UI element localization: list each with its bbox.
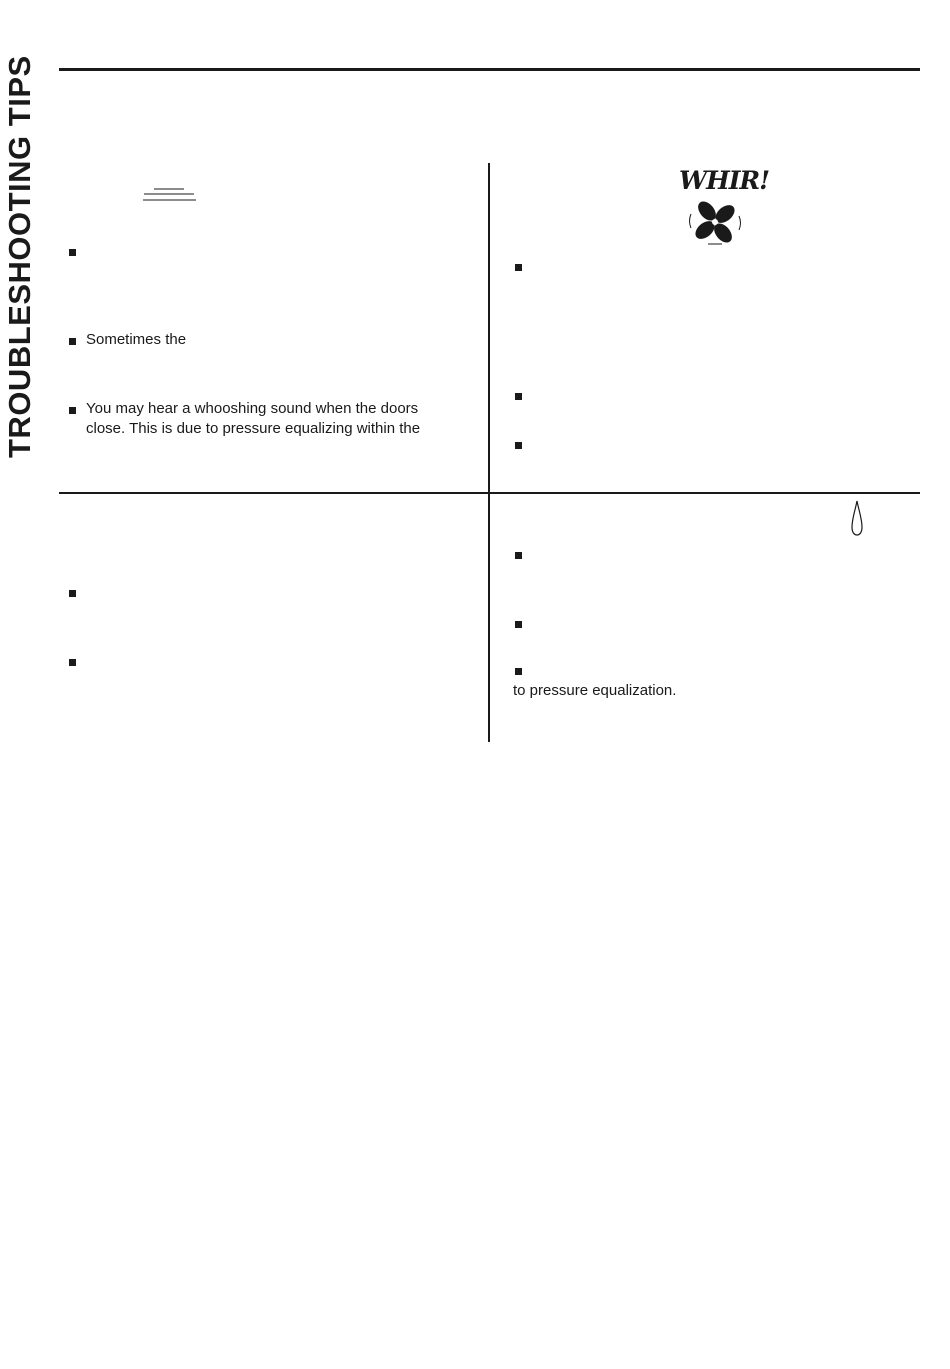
top-rule bbox=[59, 68, 920, 71]
left-item-3-line-1: You may hear a whooshing sound when the doors bbox=[86, 400, 419, 417]
whir-label: WHIR! bbox=[679, 166, 770, 195]
right-bottom-item-3-text: to pressure equalization. bbox=[513, 682, 677, 699]
sound-lines-icon bbox=[140, 186, 200, 204]
bullet-right-3 bbox=[515, 442, 522, 449]
bullet-right-bottom-2 bbox=[515, 621, 522, 628]
water-drop-icon bbox=[849, 499, 865, 537]
bullet-right-2 bbox=[515, 393, 522, 400]
bullet-left-2 bbox=[69, 338, 76, 345]
bullet-left-1 bbox=[69, 249, 76, 256]
bullet-right-1 bbox=[515, 264, 522, 271]
fan-icon bbox=[686, 196, 744, 248]
bullet-left-3 bbox=[69, 407, 76, 414]
left-item-3-line-2: close. This is due to pressure equalizing within the bbox=[86, 420, 421, 437]
left-item-2-text: Sometimes the bbox=[86, 331, 187, 348]
bullet-left-bottom-1 bbox=[69, 590, 76, 597]
bullet-right-bottom-3 bbox=[515, 668, 522, 675]
bullet-right-bottom-1 bbox=[515, 552, 522, 559]
column-divider bbox=[488, 163, 490, 742]
side-title: TROUBLESHOOTING TIPS bbox=[2, 55, 37, 458]
bullet-left-bottom-2 bbox=[69, 659, 76, 666]
